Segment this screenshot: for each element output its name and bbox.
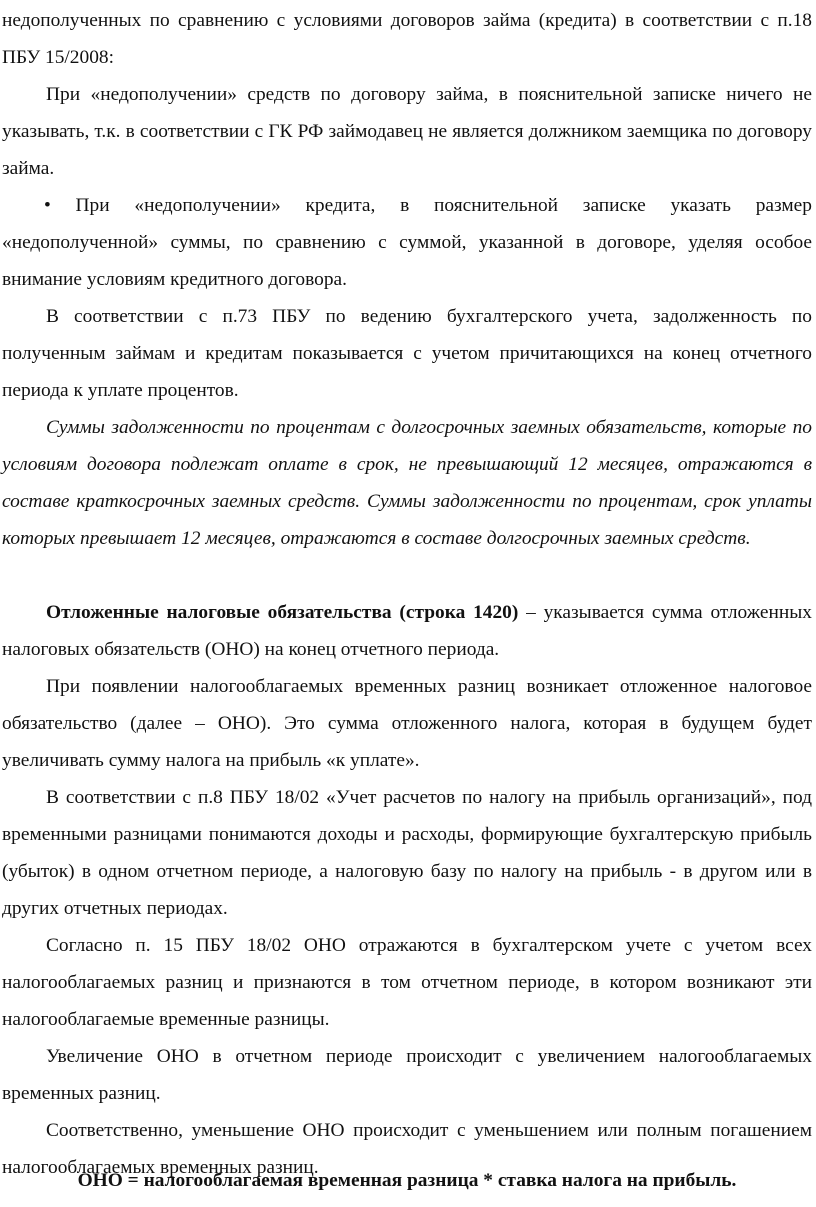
formula-ono: ОНО = налогооблагаемая временная разница * ставка налога на прибыль. [77, 1170, 737, 1191]
paragraph-pbu18-p15: Согласно п. 15 ПБУ 18/02 ОНО отражаются в бухгалтерском учете с учетом всех налогооблагаемых разниц и признаются в том отчетном периоде, в котором возникают эти налогооблагаемые временные разницы. [2, 935, 812, 1031]
paragraph-interest-italic: Суммы задолженности по процентам с долгосрочных заемных обязательств, которые по условиям договора подлежат оплате в срок, не превышающий 12 месяцев, отражаются в составе краткосрочных заемных средств. Суммы задолженности по процентам, срок уплаты которых превышает 12 месяцев, отражаются в составе долгосрочных заемных средств. [2, 417, 812, 550]
bullet-marker: • [44, 195, 51, 216]
paragraph-ono-definition: Отложенные налоговые обязательства (строка 1420) – указывается сумма отложенных налоговых обязательств (ОНО) на конец отчетного периода. [2, 602, 812, 661]
paragraph-pbu18-p8: В соответствии с п.8 ПБУ 18/02 «Учет расчетов по налогу на прибыль организаций», под временными разницами понимаются доходы и расходы, формирующие бухгалтерскую прибыль (убыток) в одном отчетном периоде, а налоговую базу по налогу на прибыль - в другом или в других отчетных периодах. [2, 787, 812, 920]
paragraph-ono-decrease: Соответственно, уменьшение ОНО происходит с уменьшением или полным погашением налогооблагаемых временных разниц. [2, 1120, 812, 1179]
section-heading-1420: Отложенные налоговые обязательства (строка 1420) [46, 602, 519, 623]
paragraph-credit-bullet: • При «недополучении» кредита, в пояснительной записке указать размер «недополученной» суммы, по сравнению с суммой, указанной в договоре, уделяя особое внимание условиям кредитного договора. [2, 195, 812, 291]
paragraph-ono-increase: Увеличение ОНО в отчетном периоде происходит с увеличением налогооблагаемых временных разниц. [2, 1046, 812, 1105]
paragraph-pbu73: В соответствии с п.73 ПБУ по ведению бухгалтерского учета, задолженность по полученным займам и кредитам показывается с учетом причитающихся на конец отчетного периода к уплате процентов. [2, 306, 812, 402]
paragraph-temporary-differences: При появлении налогооблагаемых временных разниц возникает отложенное налоговое обязательство (далее – ОНО). Это сумма отложенного налога, которая в будущем будет увеличивать сумму налога на прибыль «к уплате». [2, 676, 812, 772]
paragraph-loan: При «недополучении» средств по договору займа, в пояснительной записке ничего не указывать, т.к. в соответствии с ГК РФ займодавец не является должником заемщика по договору займа. [2, 84, 812, 180]
paragraph-continuation: недополученных по сравнению с условиями договоров займа (кредита) в соответствии с п.18 ПБУ 15/2008: [2, 10, 812, 69]
